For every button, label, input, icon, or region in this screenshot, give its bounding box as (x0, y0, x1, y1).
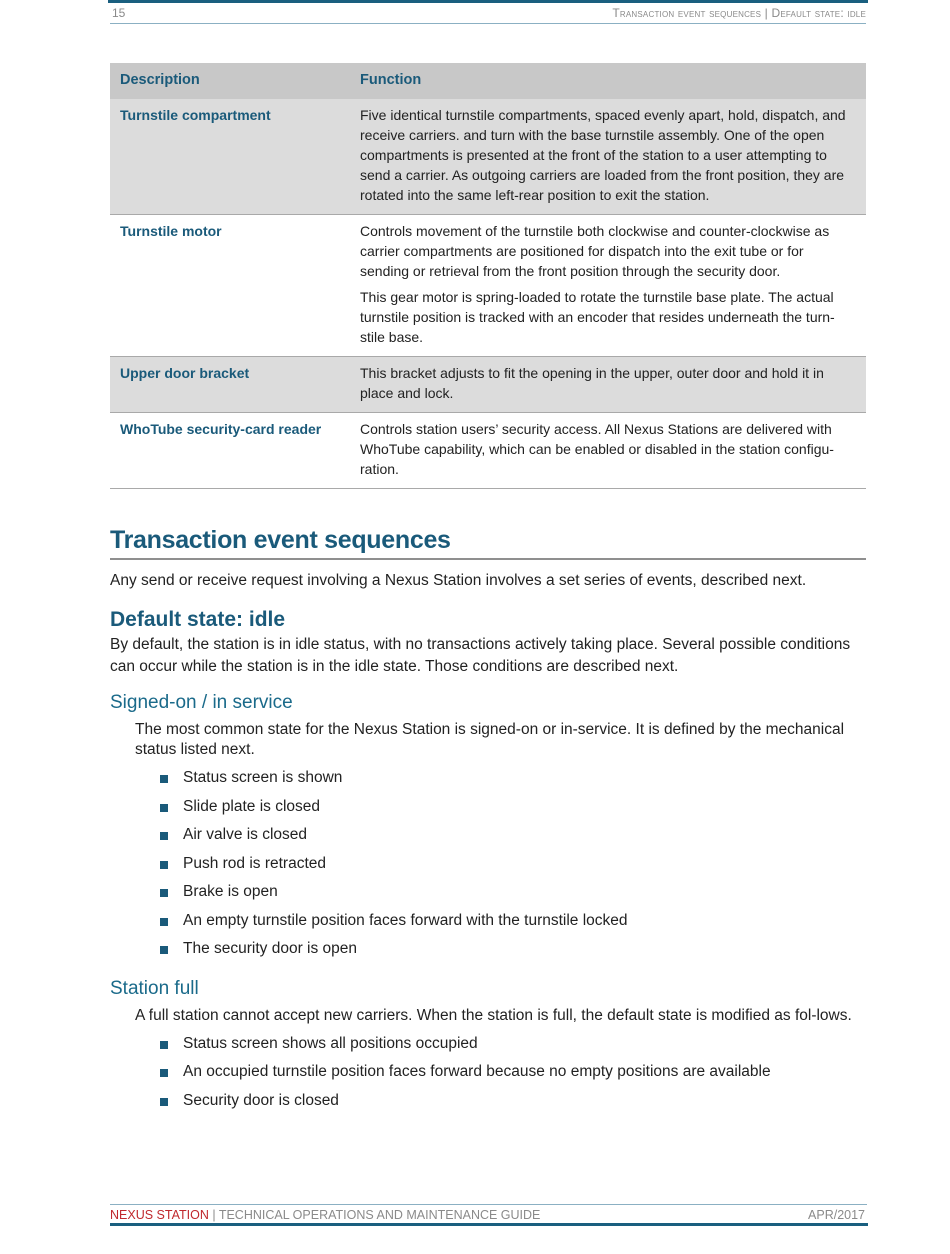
list-item (160, 878, 866, 907)
list-item (160, 1030, 866, 1059)
footer-guide-title: TECHNICAL OPERATIONS AND MAINTENANCE GUIDE (218, 1208, 541, 1222)
default-state-heading: Default state: idle (110, 608, 286, 631)
row-function (350, 413, 866, 489)
function-text: Controls movement of the turnstile both clockwise and counter-clockwise as carrier compartments are positioned for dispatch into the exit tube or for sending or retrieval from the front position through the security door. (360, 223, 830, 279)
section-title: Transaction event sequences (110, 526, 866, 560)
list-item-text: Status screen is shown (183, 769, 343, 786)
list-item (160, 821, 866, 850)
station-full-body: A full station cannot accept new carriers. When the station is full, the default state is modified as fol-lows. (135, 1006, 852, 1024)
list-item (160, 764, 866, 793)
station-full-list (160, 1030, 866, 1116)
square-bullet-icon (160, 889, 168, 897)
square-bullet-icon (160, 832, 168, 840)
list-item-text: An empty turnstile position faces forward with the turnstile locked (183, 911, 628, 929)
square-bullet-icon (160, 1069, 168, 1077)
list-item (160, 935, 866, 964)
square-bullet-icon (160, 804, 168, 812)
function-text: Five identical turnstile compartments, spaced evenly apart, hold, dispatch, and receive carriers. and turn with the base turnstile assembly. One of the open compartments is presented at the front of the station to a user attempting to send a carrier. As outgoing carriers are loaded from the front position, they are rotated into the same left-rear position to exit the station. (360, 107, 846, 203)
footer-brand: NEXUS STATION (110, 1208, 209, 1222)
station-full-heading: Station full (110, 977, 199, 999)
list-item (160, 907, 866, 936)
function-text: Controls station users’ security access. All Nexus Stations are delivered with WhoTube capability, which can be enabled or disabled in the station configu-ration. (360, 421, 834, 477)
row-name: WhoTube security-card reader (110, 413, 350, 489)
square-bullet-icon (160, 1041, 168, 1049)
table-header-row (110, 63, 866, 99)
row-name: Turnstile motor (110, 215, 350, 357)
column-header-function: Function (350, 63, 866, 99)
list-item-text: Status screen shows all positions occupied (183, 1034, 478, 1052)
signed-on-body: The most common state for the Nexus Station is signed-on or in-service. It is defined by the mechanical status listed next. (135, 721, 845, 758)
list-item-text: Brake is open (183, 883, 278, 900)
list-item-text: Security door is closed (183, 1091, 339, 1109)
footer-rule (110, 1223, 868, 1226)
footer-separator: | (208, 1208, 219, 1222)
row-name: Upper door bracket (110, 357, 350, 413)
list-item-text: Push rod is retracted (183, 854, 327, 872)
list-item (160, 1058, 866, 1087)
row-name: Turnstile compartment (110, 99, 350, 215)
list-item (160, 793, 866, 822)
list-item (160, 850, 866, 879)
column-header-description: Description (110, 63, 350, 99)
list-item-text: Slide plate is closed (183, 797, 320, 815)
table-row (110, 413, 866, 489)
table-row (110, 99, 866, 215)
function-text: This bracket adjusts to fit the opening in the upper, outer door and hold it in place and lock. (360, 365, 824, 401)
default-state-body: By default, the station is in idle status, with no transactions actively taking place. Several possible conditions can occur while the station is in the idle state. Those conditions are described next. (110, 636, 851, 675)
signed-on-list (160, 764, 866, 964)
footer-date: APR/2017 (808, 1208, 865, 1222)
row-function (350, 357, 866, 413)
square-bullet-icon (160, 1098, 168, 1106)
list-item-text: An occupied turnstile position faces forward because no empty positions are available (183, 1063, 771, 1080)
header-rule (108, 0, 868, 3)
section-intro: Any send or receive request involving a Nexus Station involves a set series of events, described next. (110, 572, 807, 589)
list-item-text: Air valve is closed (183, 826, 308, 843)
main-content (110, 526, 866, 1115)
row-function (350, 215, 866, 357)
signed-on-heading: Signed-on / in service (110, 692, 293, 713)
page-number: 15 (112, 6, 126, 20)
component-table (110, 63, 866, 489)
table-row (110, 215, 866, 357)
list-item (160, 1087, 866, 1116)
page-footer (110, 1204, 867, 1223)
square-bullet-icon (160, 775, 168, 783)
page-header (110, 5, 866, 24)
table-row (110, 357, 866, 413)
row-function (350, 99, 866, 215)
function-text: This gear motor is spring-loaded to rotate the turnstile base plate. The actual turnstile position is tracked with an encoder that resides underneath the turn-stile base. (360, 289, 835, 345)
list-item-text: The security door is open (183, 940, 358, 957)
square-bullet-icon (160, 918, 168, 926)
square-bullet-icon (160, 861, 168, 869)
running-title: Transaction event sequences | Default state: idle (612, 6, 866, 20)
square-bullet-icon (160, 946, 168, 954)
